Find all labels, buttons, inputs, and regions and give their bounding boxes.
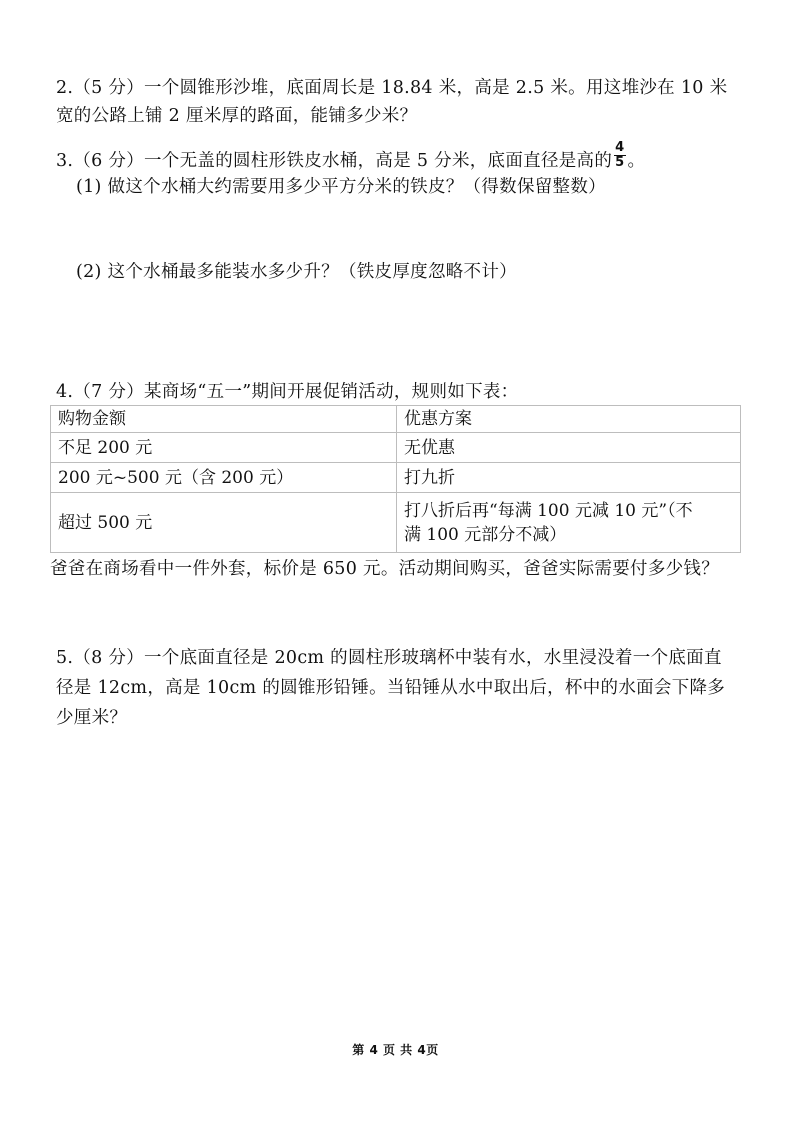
q3-part-2: (2) 这个水桶最多能装水多少升？（铁皮厚度忽略不计） [76,262,517,282]
table-row [51,463,741,493]
q2-line-1: 2.（5 分）一个圆锥形沙堆，底面周长是 18.84 米，高是 2.5 米。用这堆沙在 10 米 [56,78,728,98]
table-cell-offer [397,493,741,553]
q5-line-1: 5.（8 分）一个底面直径是 20cm 的圆柱形玻璃杯中装有水，水里浸没着一个底面直 [56,648,722,668]
q3-intro-text: 3.（6 分）一个无盖的圆柱形铁皮水桶，高是 5 分米，底面直径是高的 [56,151,613,171]
table-cell-offer: 打九折 [397,463,741,493]
page-footer: 第 4 页 共 4页 [352,1043,439,1057]
q2-line-2: 宽的公路上铺 2 厘米厚的路面，能铺多少米？ [56,106,418,126]
fraction-denominator: 5 [615,155,625,170]
q3-part-1: (1) 做这个水桶大约需要用多少平方分米的铁皮？（得数保留整数） [76,177,606,197]
fraction-numerator: 4 [615,140,625,155]
table-header-row [51,406,741,433]
q4-question: 爸爸在商场看中一件外套，标价是 650 元。活动期间购买，爸爸实际需要付多少钱？ [50,559,720,579]
q3-fraction [614,141,625,170]
table-header-offer: 优惠方案 [397,406,741,433]
table-row [51,433,741,463]
q3-intro-end: 。 [627,151,646,171]
promotion-table [50,405,741,553]
table-cell-amount: 不足 200 元 [51,433,397,463]
q5-line-2: 径是 12cm，高是 10cm 的圆锥形铅锤。当铅锤从水中取出后，杯中的水面会下降多 [56,678,726,698]
q4-intro: 4.（7 分）某商场“五一”期间开展促销活动，规则如下表： [56,382,519,402]
q3-intro [56,140,646,176]
table-cell-amount: 超过 500 元 [51,493,397,553]
table-header-amount: 购物金额 [51,406,397,433]
table-cell-amount: 200 元~500 元（含 200 元） [51,463,397,493]
q5-line-3: 少厘米？ [56,708,128,728]
table-cell-offer-line-1: 打八折后再“每满 100 元减 10 元”（不 [404,500,693,521]
table-row [51,493,741,553]
table-cell-offer-line-2: 满 100 元部分不减） [404,524,567,545]
table-cell-offer: 无优惠 [397,433,741,463]
